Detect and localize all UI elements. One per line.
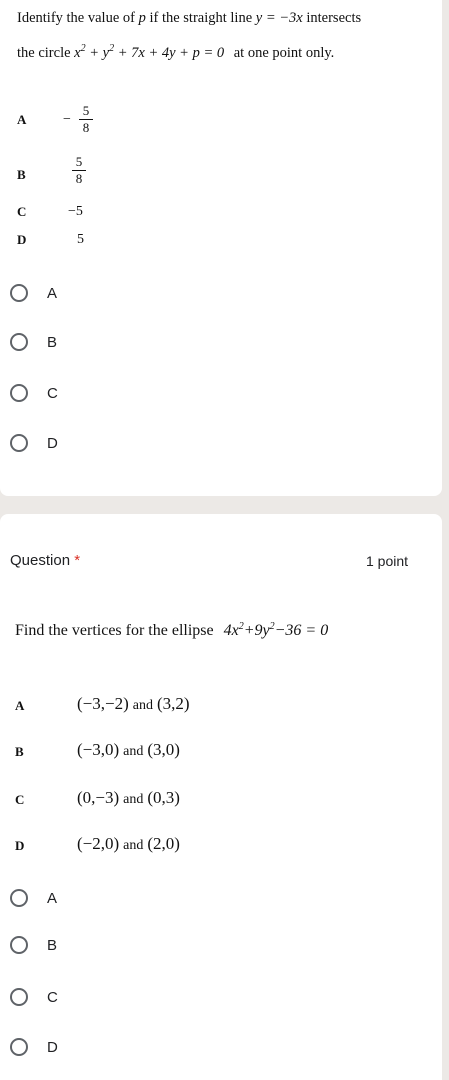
question-title	[10, 552, 80, 569]
radio-option-d[interactable]	[10, 1032, 310, 1062]
vertex-1: (−3,−2)	[77, 694, 129, 713]
radio-button[interactable]	[10, 889, 28, 907]
option-letter-d: D	[17, 232, 27, 247]
prompt-text: at one point only.	[233, 45, 335, 61]
line-equation: y = −3x	[255, 10, 303, 26]
option-d-vertices	[77, 834, 180, 854]
radio-label: A	[47, 284, 58, 302]
required-asterisk: *	[74, 552, 81, 569]
vertex-2: (3,2)	[156, 694, 190, 713]
radio-label: A	[47, 889, 58, 907]
radio-option-b[interactable]	[10, 327, 310, 357]
option-a-vertices	[77, 694, 190, 714]
option-a-sign: −	[63, 112, 71, 127]
option-letter-a: A	[17, 112, 27, 127]
radio-label: D	[47, 1038, 58, 1056]
and-word: and	[123, 838, 144, 853]
option-letter-c: C	[17, 204, 27, 219]
question-card-2	[0, 514, 442, 1080]
option-letter-d: D	[15, 838, 25, 853]
fraction-denominator: 8	[75, 171, 83, 186]
option-letter-b: B	[15, 744, 24, 759]
prompt-text: Identify the value of	[17, 10, 135, 26]
radio-button[interactable]	[10, 384, 28, 402]
radio-label: B	[47, 936, 58, 954]
prompt-text: the circle	[17, 45, 71, 61]
prompt-text: Find the vertices for the ellipse	[15, 622, 214, 639]
option-letter-c: C	[15, 792, 25, 807]
vertex-2: (3,0)	[147, 740, 180, 759]
points-label: 1 point	[366, 553, 409, 569]
option-a-fraction	[76, 104, 96, 135]
option-b-vertices	[77, 740, 180, 760]
radio-option-a[interactable]	[10, 883, 310, 913]
radio-button[interactable]	[10, 434, 28, 452]
radio-option-d[interactable]	[10, 428, 310, 458]
option-d-value: 5	[77, 232, 84, 247]
fraction-denominator: 8	[82, 120, 90, 135]
vertex-1: (−2,0)	[77, 834, 120, 853]
ellipse-equation: $4x^2+9y^2-36 = 0$	[223, 621, 329, 639]
radio-button[interactable]	[10, 988, 28, 1006]
radio-option-c[interactable]	[10, 378, 310, 408]
radio-button[interactable]	[10, 284, 28, 302]
vertex-2: (0,3)	[147, 788, 180, 807]
radio-option-b[interactable]	[10, 930, 310, 960]
question-1-prompt-line-2	[17, 45, 334, 62]
radio-option-a[interactable]	[10, 278, 310, 308]
option-letter-a: A	[15, 698, 25, 713]
prompt-variable: p	[138, 10, 146, 26]
fraction-numerator: 5	[75, 154, 83, 169]
question-title-text: Question	[10, 552, 71, 569]
radio-button[interactable]	[10, 333, 28, 351]
vertex-2: (2,0)	[147, 834, 180, 853]
fraction-numerator: 5	[82, 103, 90, 118]
question-1-prompt-line-1	[17, 10, 361, 27]
option-c-vertices	[77, 788, 180, 808]
and-word: and	[132, 698, 153, 713]
and-word: and	[123, 792, 144, 807]
radio-button[interactable]	[10, 936, 28, 954]
radio-label: B	[47, 333, 58, 351]
radio-label: D	[47, 434, 58, 452]
circle-equation: $x^2 + y^2 + 7x + 4y + p = 0$	[74, 43, 225, 61]
vertex-1: (−3,0)	[77, 740, 120, 759]
question-card-1	[0, 0, 442, 496]
and-word: and	[123, 744, 144, 759]
vertex-1: (0,−3)	[77, 788, 120, 807]
radio-label: C	[47, 988, 58, 1006]
option-letter-b: B	[17, 167, 26, 182]
option-c-value: −5	[68, 204, 83, 219]
prompt-text: intersects	[306, 10, 362, 26]
prompt-text: if the straight line	[149, 10, 253, 26]
option-b-fraction	[69, 155, 89, 186]
radio-button[interactable]	[10, 1038, 28, 1056]
question-2-prompt	[15, 622, 328, 640]
radio-label: C	[47, 384, 58, 402]
radio-option-c[interactable]	[10, 982, 310, 1012]
